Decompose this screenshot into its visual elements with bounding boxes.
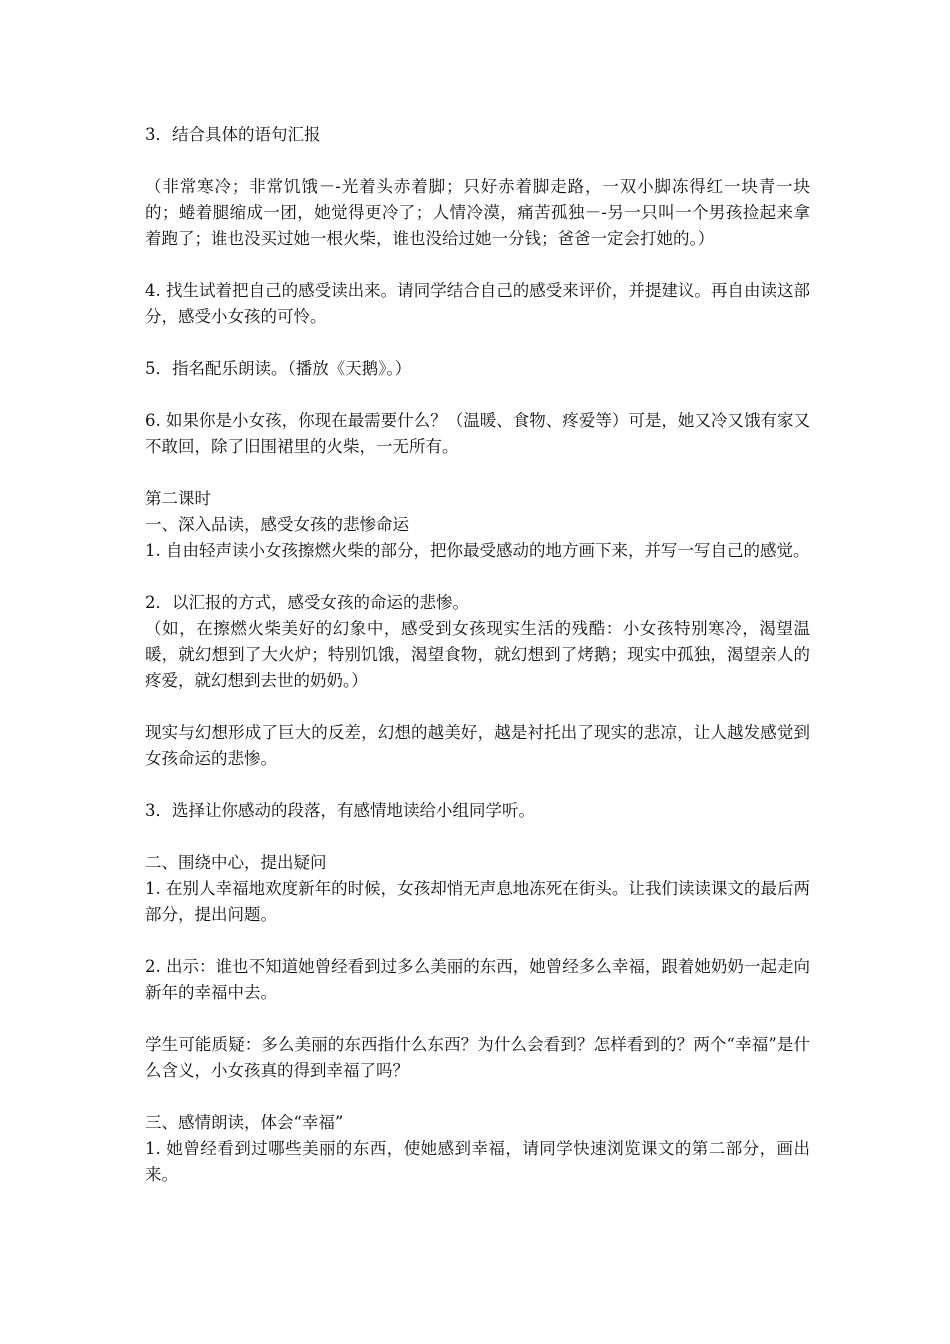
- section-one-step-2-example: （如，在擦燃火柴美好的幻象中，感受到女孩现实生活的残酷：小女孩特别寒冷，渴望温暖，就幻想到了大火炉；特别饥饿，渴望食物，就幻想到了烤鹅；现实中孤独，渴望亲人的疼爱，就幻想到去世的奶奶。）: [145, 619, 810, 690]
- second-lesson-block: [145, 486, 810, 564]
- section-three-block: [145, 1110, 810, 1188]
- document-body: [145, 122, 810, 1214]
- report-details-paragraph: （非常寒冷；非常饥饿－-光着头赤着脚；只好赤着脚走路，一双小脚冻得红一块青一块的；蜷着腿缩成一团，她觉得更冷了；人情冷漠，痛苦孤独－-另一只叫一个男孩捡起来拿着跑了；谁也没买过她一根火柴，谁也没给过她一分钱；爸爸一定会打她的。）: [145, 177, 810, 248]
- section-two-step-1: 1. 在别人幸福地欢度新年的时候，女孩却悄无声息地冻死在街头。让我们读读课文的最后两部分，提出问题。: [145, 879, 810, 924]
- step-4-paragraph: 4. 找生试着把自己的感受读出来。请同学结合自己的感受来评价，并提建议。再自由读这部分，感受小女孩的可怜。: [145, 281, 810, 326]
- section-one-step-3: 3．选择让你感动的段落，有感情地读给小组同学听。: [145, 801, 535, 820]
- section-three-step-1: 1. 她曾经看到过哪些美丽的东西，使她感到幸福，请同学快速浏览课文的第二部分，画出来。: [145, 1139, 810, 1184]
- contrast-paragraph: 现实与幻想形成了巨大的反差，幻想的越美好，越是衬托出了现实的悲凉，让人越发感觉到女孩命运的悲惨。: [145, 723, 810, 768]
- section-one-heading: 一、深入品读，感受女孩的悲惨命运: [145, 515, 409, 534]
- section-two-heading: 二、围绕中心，提出疑问: [145, 853, 327, 872]
- section-two-block: [145, 850, 810, 928]
- step-6-paragraph: 6. 如果你是小女孩，你现在最需要什么？（温暖、食物、疼爱等）可是，她又冷又饿有家又不敢回，除了旧围裙里的火柴，一无所有。: [145, 411, 810, 456]
- student-questions-paragraph: 学生可能质疑：多么美丽的东西指什么东西？为什么会看到？怎样看到的？两个“幸福”是什么含义，小女孩真的得到幸福了吗？: [145, 1035, 810, 1080]
- section-one-step-2-block: [145, 590, 810, 694]
- step-3-heading: 3．结合具体的语句汇报: [145, 125, 321, 144]
- second-lesson-title: 第二课时: [145, 489, 211, 508]
- step-5-paragraph: 5．指名配乐朗读。（播放《天鹅》。）: [145, 359, 412, 378]
- section-one-step-2: 2．以汇报的方式，感受女孩的命运的悲惨。: [145, 593, 469, 612]
- section-two-step-2: 2. 出示：谁也不知道她曾经看到过多么美丽的东西，她曾经多么幸福，跟着她奶奶一起走向新年的幸福中去。: [145, 957, 810, 1002]
- section-three-heading: 三、感情朗读，体会“幸福”: [145, 1113, 344, 1132]
- section-one-step-1: 1. 自由轻声读小女孩擦燃火柴的部分，把你最受感动的地方画下来，并写一写自己的感觉。: [145, 541, 810, 560]
